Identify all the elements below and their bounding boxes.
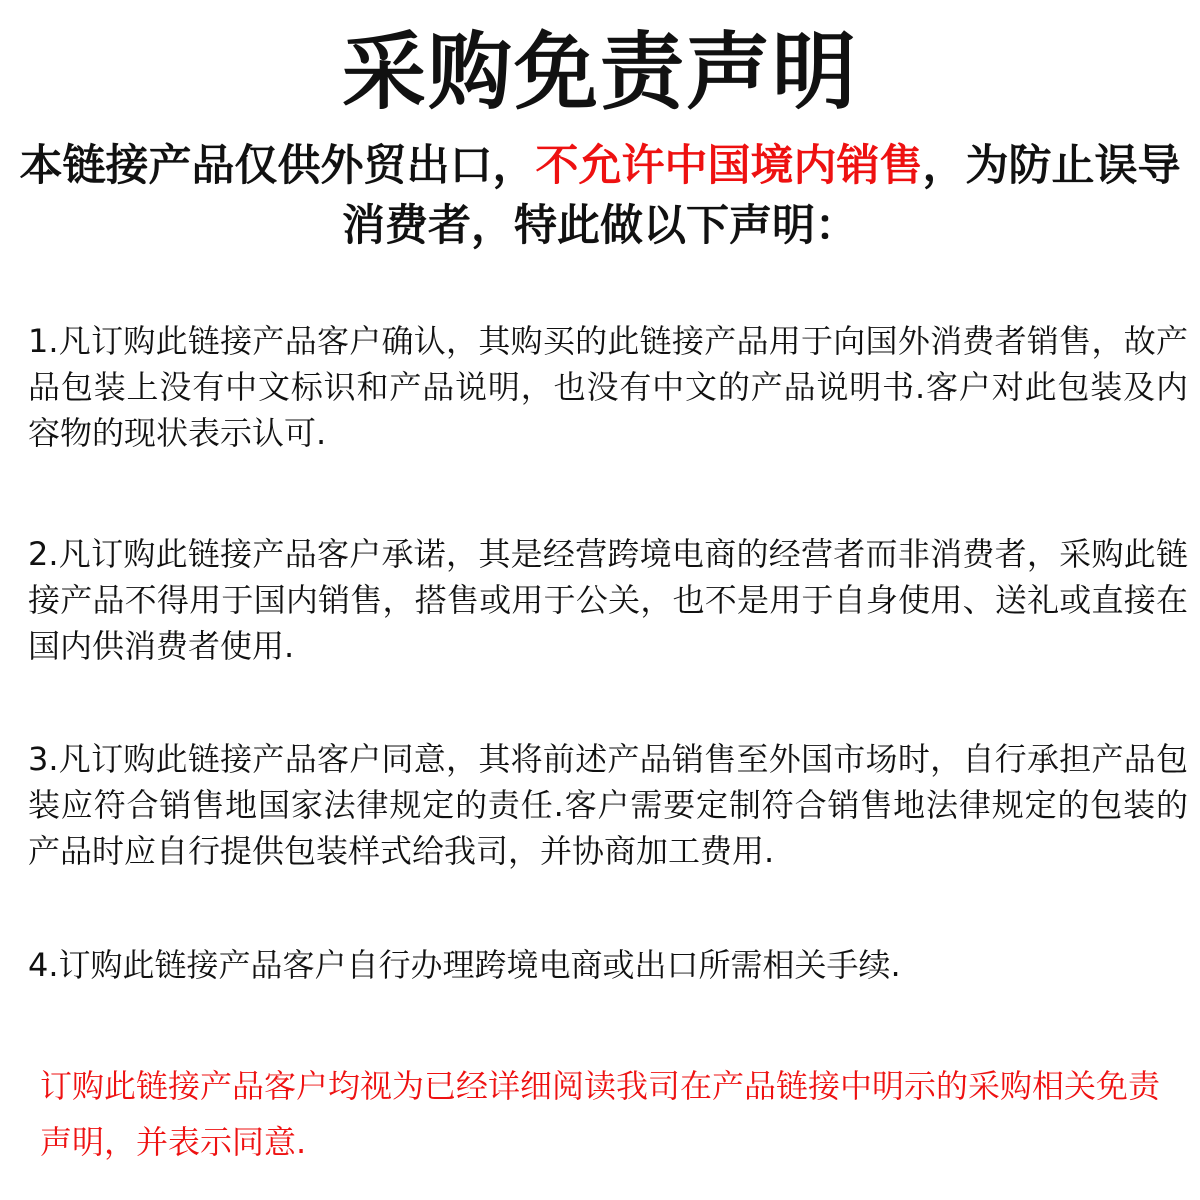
page-title: 采购免责声明 xyxy=(341,23,858,121)
clause-2: 2.凡订购此链接产品客户承诺，其是经营跨境电商的经营者而非消费者，采购此链接产品不得用于国内销售，搭售或用于公关，也不是用于自身使用、送礼或直接在国内供消费者使用. xyxy=(28,535,1188,665)
intro-text-end: ，为防止误导消费者，特此做以下声明： xyxy=(342,141,1181,251)
intro-statement xyxy=(0,136,1200,256)
clause-1: 1.凡订购此链接产品客户确认，其购买的此链接产品用于向国外消费者销售，故产品包装上没有中文标识和产品说明，也没有中文的产品说明书.客户对此包装及内容物的现状表示认可. xyxy=(28,322,1188,452)
clause-3: 3.凡订购此链接产品客户同意，其将前述产品销售至外国市场时，自行承担产品包装应符合销售地国家法律规定的责任.客户需要定制符合销售地法律规定的包装的产品时应自行提供包装样式给我司，并协商加工费用. xyxy=(28,740,1188,870)
intro-text-start: 本链接产品仅供外贸出口， xyxy=(19,141,536,191)
clause-4: 4.订购此链接产品客户自行办理跨境电商或出口所需相关手续. xyxy=(28,946,901,984)
intro-highlight-no-domestic-sale: 不允许中国境内销售 xyxy=(535,141,923,191)
footer-consent-note: 订购此链接产品客户均视为已经详细阅读我司在产品链接中明示的采购相关免责声明，并表示同意. xyxy=(40,1067,1161,1161)
